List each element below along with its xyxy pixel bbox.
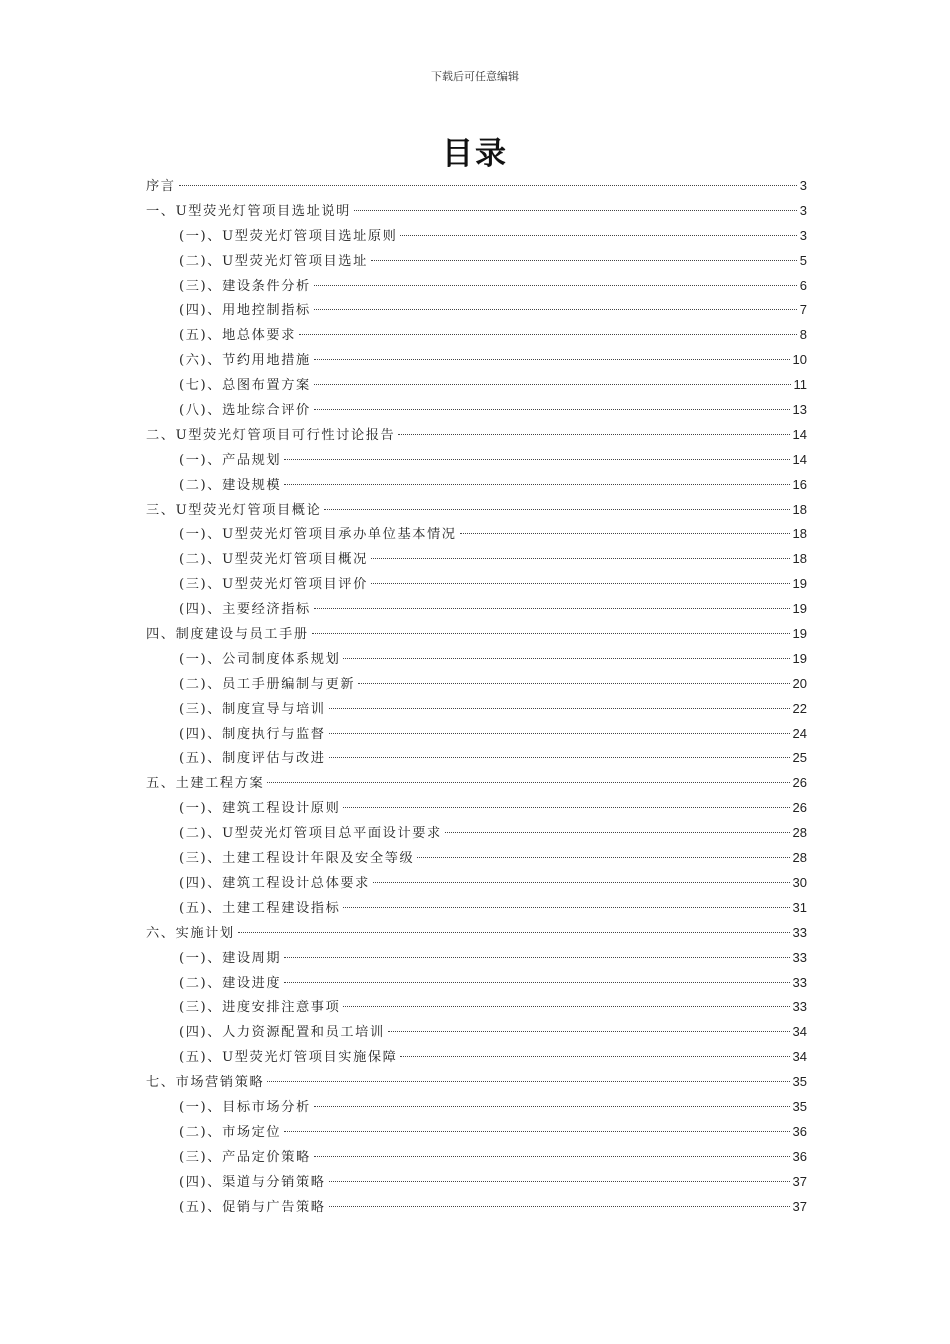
toc-chapter-entry[interactable] bbox=[146, 1070, 807, 1095]
toc-entry-label: 五、土建工程方案 bbox=[146, 776, 265, 792]
toc-section-entry[interactable] bbox=[146, 572, 807, 597]
toc-section-entry[interactable] bbox=[146, 298, 807, 323]
toc-page-number: 24 bbox=[792, 725, 807, 741]
toc-entry-label: (五)、U型荧光灯管项目实施保障 bbox=[179, 1050, 398, 1066]
toc-entry-label: 二、U型荧光灯管项目可行性讨论报告 bbox=[146, 427, 396, 443]
toc-entry-label: (四)、主要经济指标 bbox=[179, 602, 311, 618]
page-title: 目录 bbox=[442, 136, 508, 172]
toc-section-entry[interactable] bbox=[146, 224, 807, 249]
toc-dot-leader bbox=[354, 210, 797, 211]
toc-page-number: 19 bbox=[792, 650, 807, 666]
toc-page-number: 26 bbox=[792, 775, 807, 791]
toc-dot-leader bbox=[400, 235, 796, 236]
toc-dot-leader bbox=[398, 434, 789, 435]
toc-page-number: 10 bbox=[792, 352, 807, 368]
toc-page-number: 3 bbox=[799, 178, 807, 193]
toc-page-number: 35 bbox=[792, 1098, 807, 1114]
toc-dot-leader bbox=[358, 683, 789, 684]
toc-entry-label: (一)、U型荧光灯管项目承办单位基本情况 bbox=[179, 527, 457, 543]
toc-page-number: 14 bbox=[792, 426, 807, 442]
toc-chapter-entry[interactable] bbox=[146, 921, 807, 946]
toc-page-number: 7 bbox=[799, 302, 807, 318]
toc-dot-leader bbox=[284, 1131, 789, 1132]
toc-page-number: 18 bbox=[792, 526, 807, 542]
toc-dot-leader bbox=[314, 384, 791, 385]
toc-section-entry[interactable] bbox=[146, 547, 807, 572]
toc-section-entry[interactable] bbox=[146, 722, 807, 747]
toc-page-number: 28 bbox=[792, 825, 807, 841]
toc-entry-label: (三)、U型荧光灯管项目评价 bbox=[179, 577, 368, 593]
toc-entry-label: (三)、产品定价策略 bbox=[179, 1149, 311, 1165]
toc-page-number: 19 bbox=[792, 601, 807, 617]
toc-section-entry[interactable] bbox=[146, 249, 807, 274]
toc-entry-label: (七)、总图布置方案 bbox=[179, 378, 311, 394]
toc-dot-leader bbox=[314, 409, 790, 410]
toc-page-number: 13 bbox=[792, 402, 807, 418]
toc-dot-leader bbox=[324, 509, 789, 510]
toc-page-number: 33 bbox=[792, 999, 807, 1015]
toc-page-number: 28 bbox=[792, 850, 807, 866]
toc-dot-leader bbox=[343, 1006, 789, 1007]
toc-dot-leader bbox=[343, 658, 789, 659]
toc-page-number: 35 bbox=[792, 1074, 807, 1090]
toc-dot-leader bbox=[179, 185, 797, 186]
toc-chapter-entry[interactable] bbox=[146, 199, 807, 224]
toc-section-entry[interactable] bbox=[146, 1120, 807, 1145]
toc-section-entry[interactable] bbox=[146, 1020, 807, 1045]
toc-dot-leader bbox=[371, 558, 790, 559]
toc-page-number: 18 bbox=[792, 551, 807, 567]
header-note: 下载后可任意编辑 bbox=[431, 70, 519, 83]
toc-entry-label: 四、制度建设与员工手册 bbox=[146, 627, 309, 643]
toc-dot-leader bbox=[314, 1156, 790, 1157]
toc-dot-leader bbox=[329, 1206, 790, 1207]
toc-entry-label: (五)、制度评估与改进 bbox=[179, 751, 326, 767]
toc-section-entry[interactable] bbox=[146, 597, 807, 622]
toc-entry-label: (一)、U型荧光灯管项目选址原则 bbox=[179, 228, 398, 244]
toc-dot-leader bbox=[388, 1031, 790, 1032]
toc-entry-label: (一)、建设周期 bbox=[179, 950, 282, 966]
toc-dot-leader bbox=[314, 285, 797, 286]
toc-dot-leader bbox=[417, 857, 789, 858]
toc-dot-leader bbox=[343, 807, 789, 808]
toc-dot-leader bbox=[460, 533, 790, 534]
toc-section-entry[interactable] bbox=[146, 672, 807, 697]
toc-section-entry[interactable] bbox=[146, 373, 807, 398]
toc-section-entry[interactable] bbox=[146, 522, 807, 547]
toc-page-number: 36 bbox=[792, 1148, 807, 1164]
toc-section-entry[interactable] bbox=[146, 274, 807, 299]
toc-page-number: 31 bbox=[792, 899, 807, 915]
toc-section-entry[interactable] bbox=[146, 348, 807, 373]
toc-entry-label: (一)、目标市场分析 bbox=[179, 1099, 311, 1115]
toc-page-number: 11 bbox=[793, 377, 807, 393]
toc-section-entry[interactable] bbox=[146, 1170, 807, 1195]
toc-chapter-entry[interactable] bbox=[146, 498, 807, 523]
toc-entry-label: (一)、建筑工程设计原则 bbox=[179, 801, 341, 817]
toc-chapter-entry[interactable] bbox=[146, 174, 807, 199]
toc-page-number: 34 bbox=[792, 1049, 807, 1065]
toc-entry-label: (二)、建设进度 bbox=[179, 975, 282, 991]
toc-entry-label: (六)、节约用地措施 bbox=[179, 353, 311, 369]
toc-dot-leader bbox=[445, 832, 790, 833]
toc-page-number: 18 bbox=[792, 501, 807, 517]
toc-section-entry[interactable] bbox=[146, 746, 807, 771]
toc-dot-leader bbox=[238, 932, 790, 933]
toc-section-entry[interactable] bbox=[146, 871, 807, 896]
toc-section-entry[interactable] bbox=[146, 846, 807, 871]
toc-entry-label: (四)、人力资源配置和员工培训 bbox=[179, 1025, 385, 1041]
toc-entry-label: (三)、进度安排注意事项 bbox=[179, 1000, 341, 1016]
toc-dot-leader bbox=[371, 583, 790, 584]
toc-entry-label: (一)、产品规划 bbox=[179, 452, 282, 468]
toc-dot-leader bbox=[329, 757, 790, 758]
toc-chapter-entry[interactable] bbox=[146, 622, 807, 647]
toc-entry-label: 七、市场营销策略 bbox=[146, 1075, 265, 1091]
toc-entry-label: (五)、地总体要求 bbox=[179, 328, 297, 344]
toc-entry-label: (一)、公司制度体系规划 bbox=[179, 651, 341, 667]
toc-dot-leader bbox=[314, 309, 797, 310]
toc-section-entry[interactable] bbox=[146, 1095, 807, 1120]
toc-entry-label: 三、U型荧光灯管项目概论 bbox=[146, 502, 322, 518]
toc-page-number: 36 bbox=[792, 1123, 807, 1139]
toc-page-number: 33 bbox=[792, 974, 807, 990]
toc-dot-leader bbox=[329, 733, 790, 734]
toc-section-entry[interactable] bbox=[146, 1045, 807, 1070]
toc-page-number: 16 bbox=[792, 476, 807, 492]
toc-section-entry[interactable] bbox=[146, 473, 807, 498]
toc-page-number: 25 bbox=[792, 750, 807, 766]
toc-dot-leader bbox=[329, 708, 790, 709]
toc-section-entry[interactable] bbox=[146, 896, 807, 921]
toc-entry-label: (二)、员工手册编制与更新 bbox=[179, 676, 356, 692]
toc-entry-label: (八)、选址综合评价 bbox=[179, 403, 311, 419]
toc-dot-leader bbox=[284, 459, 789, 460]
toc-section-entry[interactable] bbox=[146, 323, 807, 348]
toc-section-entry[interactable] bbox=[146, 946, 807, 971]
toc-entry-label: (二)、U型荧光灯管项目概况 bbox=[179, 552, 368, 568]
toc-entry-label: (四)、制度执行与监督 bbox=[179, 726, 326, 742]
toc-page-number: 3 bbox=[799, 202, 807, 218]
toc-entry-label: (四)、建筑工程设计总体要求 bbox=[179, 875, 370, 891]
toc-entry-label: (二)、建设规模 bbox=[179, 477, 282, 493]
toc-page-number: 19 bbox=[792, 626, 807, 642]
toc-entry-label: (三)、建设条件分析 bbox=[179, 278, 311, 294]
toc-section-entry[interactable] bbox=[146, 995, 807, 1020]
toc-section-entry[interactable] bbox=[146, 1195, 807, 1220]
toc-section-entry[interactable] bbox=[146, 448, 807, 473]
toc-page-number: 6 bbox=[799, 277, 807, 293]
toc-page-number: 22 bbox=[792, 700, 807, 716]
toc-dot-leader bbox=[400, 1056, 789, 1057]
toc-section-entry[interactable] bbox=[146, 796, 807, 821]
toc-entry-label: (三)、土建工程设计年限及安全等级 bbox=[179, 851, 415, 867]
toc-page-number: 8 bbox=[799, 327, 807, 343]
toc-entry-label: (四)、渠道与分销策略 bbox=[179, 1174, 326, 1190]
toc-page-number: 33 bbox=[792, 949, 807, 965]
toc-dot-leader bbox=[373, 882, 790, 883]
toc-entry-label: (五)、土建工程建设指标 bbox=[179, 900, 341, 916]
toc-section-entry[interactable] bbox=[146, 647, 807, 672]
toc-section-entry[interactable] bbox=[146, 971, 807, 996]
toc-section-entry[interactable] bbox=[146, 398, 807, 423]
toc-section-entry[interactable] bbox=[146, 697, 807, 722]
toc-dot-leader bbox=[371, 260, 797, 261]
toc-page-number: 26 bbox=[792, 800, 807, 816]
toc-page-number: 30 bbox=[792, 874, 807, 890]
toc-entry-label: (四)、用地控制指标 bbox=[179, 303, 311, 319]
toc-section-entry[interactable] bbox=[146, 1145, 807, 1170]
toc-section-entry[interactable] bbox=[146, 821, 807, 846]
toc-entry-label: (二)、U型荧光灯管项目总平面设计要求 bbox=[179, 826, 442, 842]
toc-dot-leader bbox=[284, 957, 789, 958]
toc-dot-leader bbox=[267, 782, 789, 783]
toc-dot-leader bbox=[343, 907, 789, 908]
toc-page-number: 5 bbox=[799, 252, 807, 268]
toc-entry-label: (五)、促销与广告策略 bbox=[179, 1199, 326, 1215]
toc-page-number: 37 bbox=[792, 1173, 807, 1189]
toc-dot-leader bbox=[284, 484, 789, 485]
toc-dot-leader bbox=[312, 633, 790, 634]
toc-page-number: 33 bbox=[792, 924, 807, 940]
toc-entry-label: 一、U型荧光灯管项目选址说明 bbox=[146, 203, 351, 219]
toc-dot-leader bbox=[299, 334, 797, 335]
toc-dot-leader bbox=[314, 608, 790, 609]
table-of-contents bbox=[146, 174, 807, 1219]
toc-dot-leader bbox=[267, 1081, 789, 1082]
toc-entry-label: 六、实施计划 bbox=[146, 925, 235, 941]
toc-page-number: 37 bbox=[792, 1198, 807, 1214]
toc-chapter-entry[interactable] bbox=[146, 423, 807, 448]
toc-page-number: 34 bbox=[792, 1024, 807, 1040]
toc-chapter-entry[interactable] bbox=[146, 771, 807, 796]
toc-page-number: 14 bbox=[792, 451, 807, 467]
toc-entry-label: (三)、制度宣导与培训 bbox=[179, 701, 326, 717]
toc-dot-leader bbox=[329, 1181, 790, 1182]
toc-dot-leader bbox=[284, 982, 789, 983]
toc-page-number: 3 bbox=[799, 227, 807, 243]
toc-dot-leader bbox=[314, 1106, 790, 1107]
toc-page-number: 20 bbox=[792, 675, 807, 691]
toc-entry-label: (二)、市场定位 bbox=[179, 1124, 282, 1140]
toc-page-number: 19 bbox=[792, 576, 807, 592]
toc-dot-leader bbox=[314, 359, 790, 360]
toc-entry-label: 序言 bbox=[146, 179, 176, 194]
toc-entry-label: (二)、U型荧光灯管项目选址 bbox=[179, 253, 368, 269]
